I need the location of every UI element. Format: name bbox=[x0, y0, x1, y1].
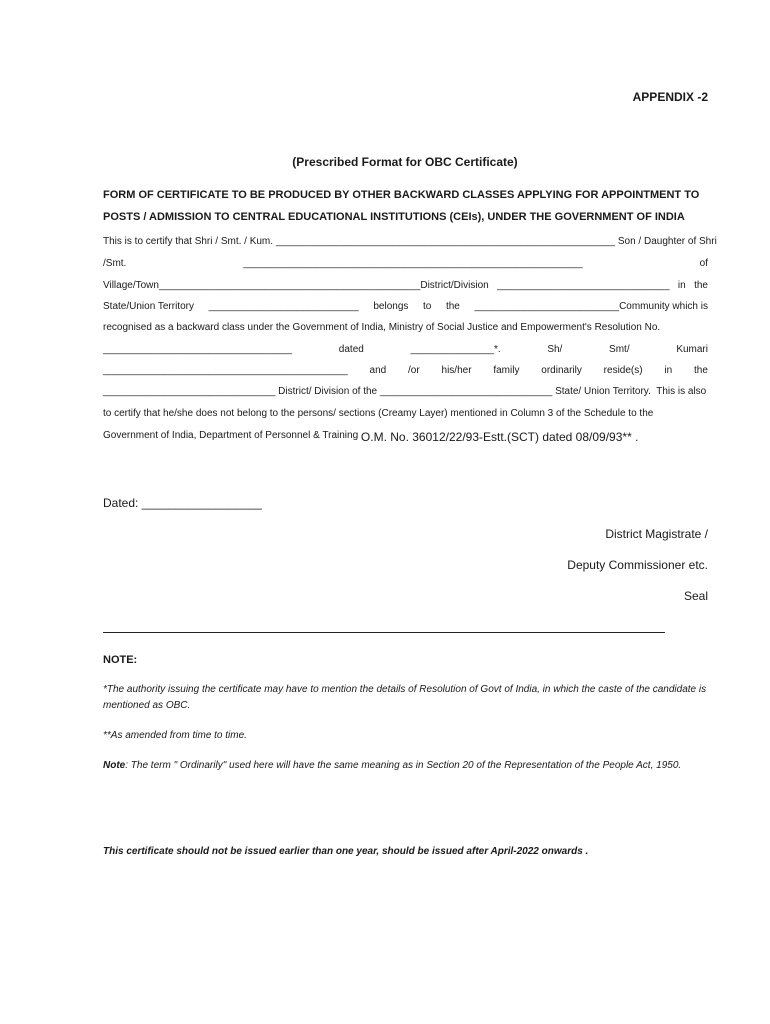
note-2: **As amended from time to time. bbox=[103, 730, 247, 741]
body-line-segment: reside(s) bbox=[603, 365, 643, 376]
certificate-body-line bbox=[103, 365, 708, 376]
om-reference: O.M. No. 36012/22/93-Estt.(SCT) dated 08/09/93** . bbox=[360, 430, 639, 444]
body-line-segment: _______________*. bbox=[410, 344, 501, 355]
certificate-body-line bbox=[103, 344, 708, 355]
body-line-segment: __________________________________ bbox=[103, 344, 293, 355]
body-line-segment: in bbox=[664, 365, 673, 376]
form-subtitle: (Prescribed Format for OBC Certificate) bbox=[292, 155, 518, 169]
form-heading: FORM OF CERTIFICATE TO BE PRODUCED BY OTHER BACKWARD CLASSES APPLYING FOR APPOINTMENT TO POSTS / ADMISSION TO CENTRAL EDUCATIONAL INSTITUTIONS (CEIs), UNDER THE GOVERNMENT OF INDIA bbox=[103, 189, 700, 223]
body-line-segment: dated bbox=[338, 344, 364, 355]
certificate-body-line bbox=[103, 280, 708, 291]
body-line-segment: /or bbox=[408, 365, 420, 376]
body-line-segment: of bbox=[699, 258, 708, 269]
certificate-body-line bbox=[103, 236, 717, 247]
body-line-segment: belongs bbox=[373, 301, 409, 312]
body-line-segment: /Smt. bbox=[103, 258, 127, 269]
body-line-segment: Kumari bbox=[676, 344, 708, 355]
body-line-segment: _______________________________ bbox=[497, 280, 670, 291]
body-line-segment: family bbox=[493, 365, 520, 376]
note-3 bbox=[103, 758, 713, 774]
certificate-last-line bbox=[103, 430, 708, 444]
note-3-text: : The term " Ordinarily" used here will have the same meaning as in Section 20 of the Representation of the People Act, 1950. bbox=[125, 760, 682, 771]
dated-field: Dated: __________________ bbox=[103, 496, 262, 510]
certificate-body-line bbox=[103, 258, 708, 269]
body-line-segment: This is to certify that Shri / Smt. / Kum. _____________________________________________________________ Son / Daughter of Shri bbox=[103, 236, 717, 247]
body-line-segment: his/her bbox=[441, 365, 472, 376]
body-line-segment: _______________________________ District/ Division of the _______________________________ State/ Union Territory. This is also bbox=[103, 386, 707, 397]
note-heading: NOTE: bbox=[103, 654, 138, 666]
body-line-segment: State/Union Territory bbox=[103, 301, 194, 312]
validity-note: This certificate should not be issued earlier than one year, should be issued after April-2022 onwards . bbox=[103, 846, 589, 857]
body-line-segment: the bbox=[694, 280, 708, 291]
body-line-segment: and bbox=[369, 365, 387, 376]
body-line-segment: __________________________Community which is bbox=[474, 301, 708, 312]
body-line-segment: to bbox=[423, 301, 432, 312]
body-line-segment: the bbox=[694, 365, 708, 376]
certificate-body-line bbox=[103, 408, 708, 419]
certificate-body-line bbox=[103, 386, 708, 397]
appendix-label: APPENDIX -2 bbox=[632, 90, 708, 104]
body-line-segment: to certify that he/she does not belong to the persons/ sections (Creamy Layer) mentioned in Column 3 of the Schedule to the bbox=[103, 408, 654, 419]
last-line-prefix: Government of India, Department of Personnel & Training bbox=[103, 430, 361, 441]
certificate-body-line bbox=[103, 301, 708, 312]
body-line-segment: Sh/ bbox=[547, 344, 563, 355]
body-line-segment: recognised as a backward class under the Government of India, Ministry of Social Justice and Empowerment's Resolution No. bbox=[103, 322, 661, 333]
divider bbox=[103, 632, 665, 633]
body-line-segment: Smt/ bbox=[609, 344, 630, 355]
note-3-label: Note bbox=[103, 760, 126, 771]
body-line-segment: ____________________________________________ bbox=[103, 365, 348, 376]
note-1: *The authority issuing the certificate may have to mention the details of Resolution of Govt of India, in which the caste of the candidate is mentioned as OBC. bbox=[103, 684, 707, 711]
certificate-body-line bbox=[103, 322, 708, 333]
signature-designation-2: Deputy Commissioner etc. bbox=[567, 558, 708, 572]
body-line-segment: _____________________________________________________________ bbox=[243, 258, 583, 269]
body-line-segment: ordinarily bbox=[541, 365, 582, 376]
seal-label: Seal bbox=[683, 589, 708, 603]
body-line-segment: Village/Town_______________________________________________District/Division bbox=[103, 280, 489, 291]
body-line-segment: the bbox=[445, 301, 460, 312]
body-line-segment: in bbox=[677, 280, 686, 291]
signature-designation: District Magistrate / bbox=[605, 527, 708, 541]
body-line-segment: ___________________________ bbox=[208, 301, 359, 312]
